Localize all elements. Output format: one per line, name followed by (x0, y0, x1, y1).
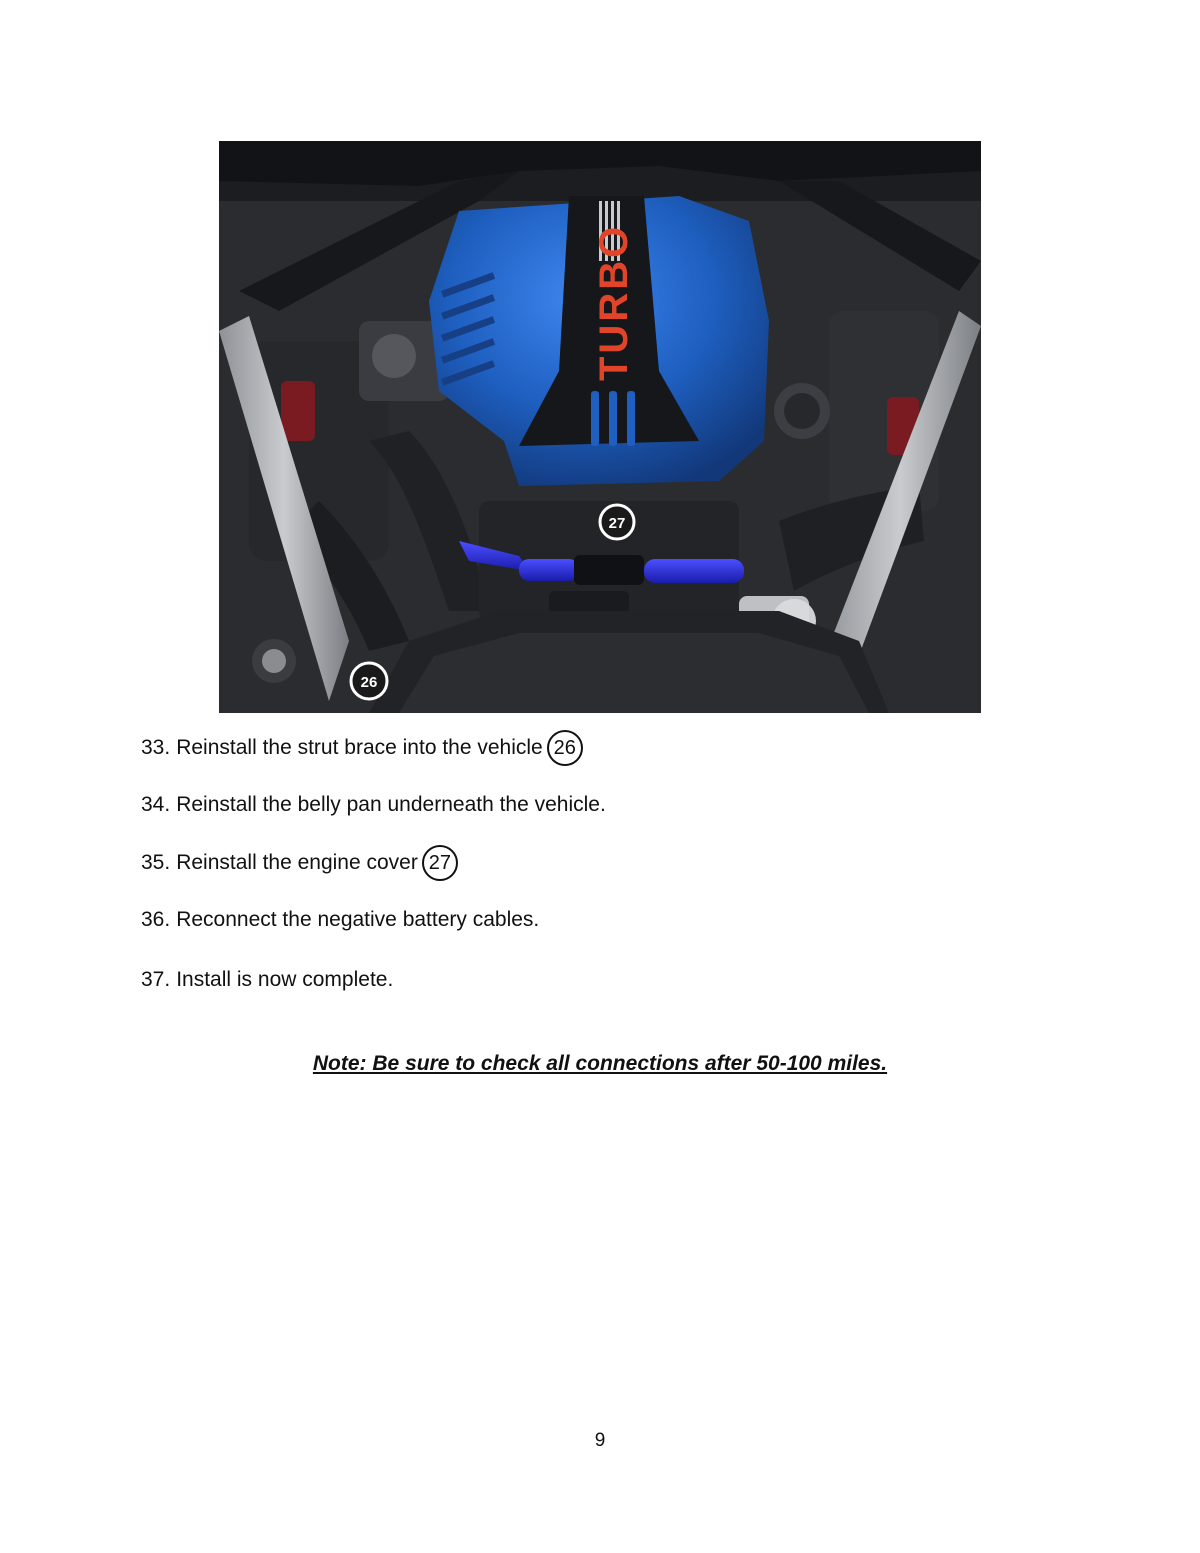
step-36 (141, 903, 539, 937)
engine-bay-photo (219, 141, 981, 713)
svg-text:27: 27 (608, 515, 626, 532)
step-text: Reinstall the strut brace into the vehicle (176, 736, 543, 759)
step-34 (141, 788, 606, 822)
callout-27-marker (600, 505, 634, 539)
note-text: Note: Be sure to check all connections after 50-100 miles. (312, 1052, 888, 1075)
callout-26-marker (351, 663, 387, 699)
step-number: 35. (141, 851, 171, 874)
callout-badge-27: 27 (422, 845, 458, 881)
callout-badge-26: 26 (547, 730, 583, 766)
step-number: 36. (141, 908, 171, 931)
svg-text:26: 26 (360, 674, 378, 691)
step-text: Reconnect the negative battery cables. (176, 908, 540, 931)
step-number: 34. (141, 793, 171, 816)
step-text: Reinstall the engine cover (176, 851, 418, 874)
step-number: 33. (141, 736, 171, 759)
step-number: 37. (141, 968, 171, 991)
page-number: 9 (594, 1430, 606, 1451)
step-text: Reinstall the belly pan underneath the vehicle. (176, 793, 606, 816)
turbo-lettering: TURBO (592, 223, 636, 381)
step-33 (141, 730, 583, 766)
step-37 (141, 963, 393, 997)
step-35 (141, 845, 458, 881)
step-text: Install is now complete. (176, 968, 394, 991)
